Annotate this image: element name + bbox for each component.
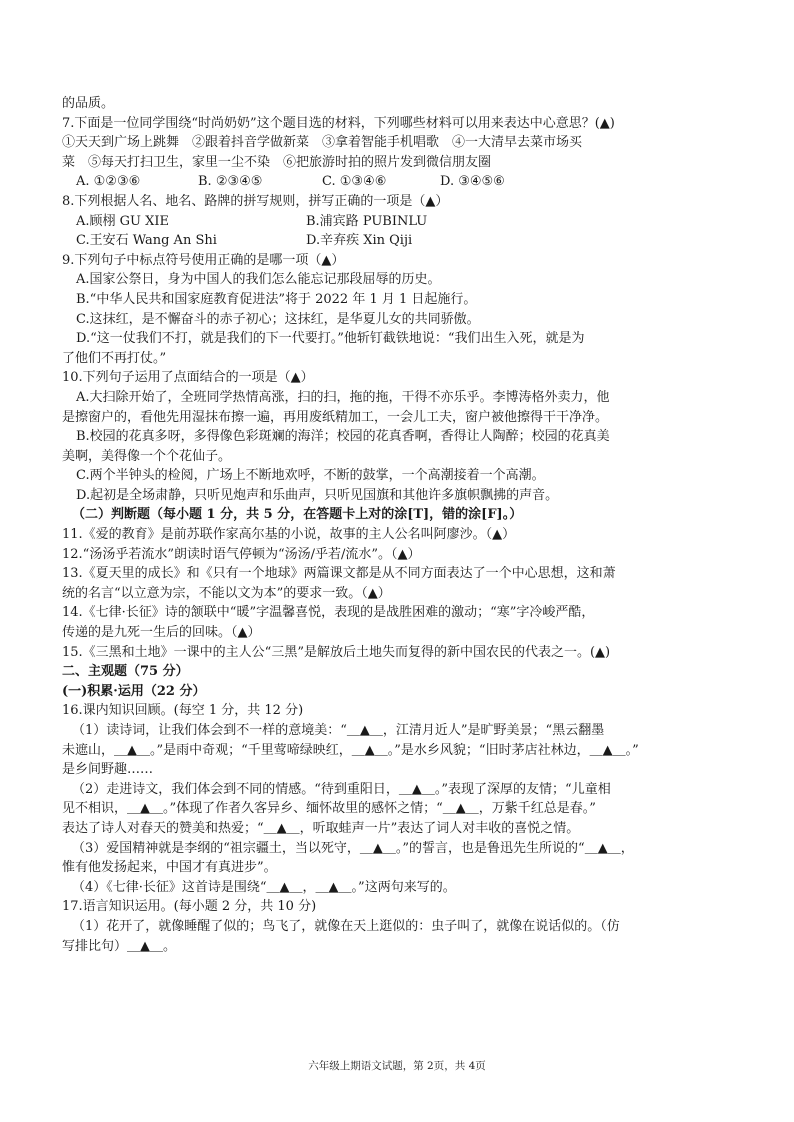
option-c: C. ①③④⑥: [322, 174, 387, 190]
option-b: B.校园的花真多呀，多得像色彩斑斓的海洋；校园的花真香啊，香得让人陶醉；校园的花真美: [76, 429, 610, 445]
question-16-part2: （2）走进诗文，我们体会到不同的情感。“待到重阳日，＿▲＿。”表现了深厚的友情；“儿童相: [72, 781, 611, 797]
question-16-part1: （1）读诗词，让我们体会到不一样的意境美：“＿▲＿，江清月近人”是旷野美景；“黑云翻墨: [72, 723, 605, 738]
question-10-stem: 10.下列句子运用了点面结合的一项是（▲）: [62, 370, 314, 386]
option-a: A.顾栩 GU XIE: [76, 213, 170, 229]
section-judge-heading: （二）判断题（每小题 1 分，共 5 分，在答题卡上对的涂[T]，错的涂[F]。）: [72, 507, 523, 523]
question-8-options: [62, 212, 738, 232]
question-16-stem: 16.课内知识回顾。(每空 1 分，共 12 分): [62, 703, 304, 719]
option-b: B.“中华人民共和国家庭教育促进法”将于 2022 年 1 月 1 日起施行。: [76, 291, 477, 307]
question-11: 11.《爱的教育》是前苏联作家高尔基的小说，故事的主人公名叫阿廖沙。（▲）: [62, 527, 516, 543]
question-14: 14.《七律·长征》诗的颔联中“暖”字温馨喜悦，表现的是战胜困难的激动；“寒”字冷峻严酷，: [62, 605, 595, 621]
question-16-part3-cont: 惟有他发扬起来，中国才有真进步”。: [62, 860, 277, 876]
question-7-stem: 7.下面是一位同学围绕“时尚奶奶”这个题目选的材料，下列哪些材料可以用来表达中心意思？(▲): [62, 115, 615, 131]
question-7-materials: 菜 ⑤每天打扫卫生，家里一尘不染 ⑥把旅游时拍的照片发到微信朋友圈: [62, 154, 492, 170]
question-16-part3: （3）爱国精神就是李纲的“祖宗疆土，当以死守，＿▲＿。”的誓言，也是鲁迅先生所说的“＿▲＿，: [72, 840, 634, 856]
option-a: A.国家公祭日，身为中国人的我们怎么能忘记那段屈辱的历史。: [76, 272, 441, 288]
question-16-part2-cont: 见不相识，＿▲＿。”体现了作者久客异乡、缅怀故里的感怀之情；“＿▲＿，万紫千红总是春。”: [62, 801, 596, 817]
question-16-part1-cont: 未遮山，＿▲＿。”是雨中奇观；“千里莺啼绿映红，＿▲＿。”是水乡风貌；“旧时茅店社林边，＿▲＿。”: [62, 742, 639, 758]
question-7-options: [62, 172, 738, 192]
option-c: C.王安石 Wang An Shi: [76, 233, 217, 249]
section-main-heading: 二、主观题（75 分）: [62, 664, 189, 680]
question-8-stem: 8.下列根据人名、地名、路牌的拼写规则，拼写正确的一项是（▲）: [62, 193, 449, 209]
option-a: A.大扫除开始了，全班同学热情高涨，扫的扫，拖的拖，干得不亦乐乎。李博涛格外卖力，他: [76, 389, 610, 405]
option-a: A. ①②③⑥: [76, 174, 141, 190]
option-c: C.这抹红，是不懈奋斗的赤子初心；这抹红，是华夏儿女的共同骄傲。: [76, 311, 480, 327]
question-8-options: [62, 231, 738, 251]
question-17-part1-cont: 写排比句）＿▲＿。: [62, 938, 176, 954]
question-15: 15.《三黑和土地》一课中的主人公“三黑”是解放后土地失而复得的新中国农民的代表之一。(▲): [62, 644, 611, 660]
option-a-cont: 是擦窗户的，看他先用湿抹布擦一遍，再用废纸精加工，一会儿工夫，窗户被他擦得干干净净。: [62, 409, 609, 425]
question-16-part2-cont: 表达了诗人对春天的赞美和热爱；“＿▲＿，听取蛙声一片”表达了词人对丰收的喜悦之情。: [62, 820, 580, 836]
question-16-part1-cont: 是乡间野趣……: [62, 762, 154, 778]
option-b-cont: 美啊，美得像一个个花仙子。: [62, 448, 232, 464]
option-d: D.辛弃疾 Xin Qiji: [306, 233, 413, 249]
section-accum-heading: (一)积累·运用（22 分）: [62, 683, 206, 699]
option-d: D.起初是全场肃静，只听见炮声和乐曲声，只听见国旗和其他许多旗帜飘拂的声音。: [76, 487, 559, 503]
question-12: 12.“汤汤乎若流水”朗读时语气停顿为“汤汤/乎若/流水”。（▲）: [62, 546, 421, 562]
option-d-cont: 了他们不再打仗。”: [62, 350, 167, 366]
question-14-cont: 传递的是九死一生后的回味。（▲）: [62, 625, 261, 641]
question-13: 13.《夏天里的成长》和《只有一个地球》两篇课文都是从不同方面表达了一个中心思想，这和萧: [62, 566, 616, 582]
option-d: D.“这一仗我们不打，就是我们的下一代要打。”他斩钉截铁地说：“我们出生入死，就是为: [76, 331, 585, 347]
text-line: 的品质。: [62, 96, 115, 111]
option-d: D. ③④⑤⑥: [440, 174, 505, 190]
option-b: B. ②③④⑤: [198, 174, 263, 190]
question-17-part1: （1）花开了，就像睡醒了似的；鸟飞了，就像在天上逛似的：虫子叫了，就像在说话似的。（仿: [72, 918, 620, 934]
question-7-materials: ①天天到广场上跳舞 ②跟着抖音学做新菜 ③拿着智能手机唱歌 ④一大清早去菜市场买: [62, 135, 583, 151]
option-b: B.浦宾路 PUBINLU: [306, 213, 428, 229]
question-16-part4: （4）《七律·长征》这首诗是围绕“＿▲＿，＿▲＿。”这两句来写的。: [72, 879, 456, 895]
question-9-stem: 9.下列句子中标点符号使用正确的是哪一项（▲）: [62, 252, 345, 268]
exam-page: [62, 94, 738, 956]
option-c: C.两个半钟头的检阅，广场上不断地欢呼，不断的鼓掌，一个高潮接着一个高潮。: [76, 468, 545, 484]
question-13-cont: 统的名言“以立意为宗，不能以文为本”的要求一致。（▲）: [62, 585, 391, 601]
page-footer: 六年级上期语文试题，第 2页，共 4页: [308, 1060, 486, 1072]
question-17-stem: 17.语言知识运用。(每小题 2 分，共 10 分): [62, 899, 317, 915]
